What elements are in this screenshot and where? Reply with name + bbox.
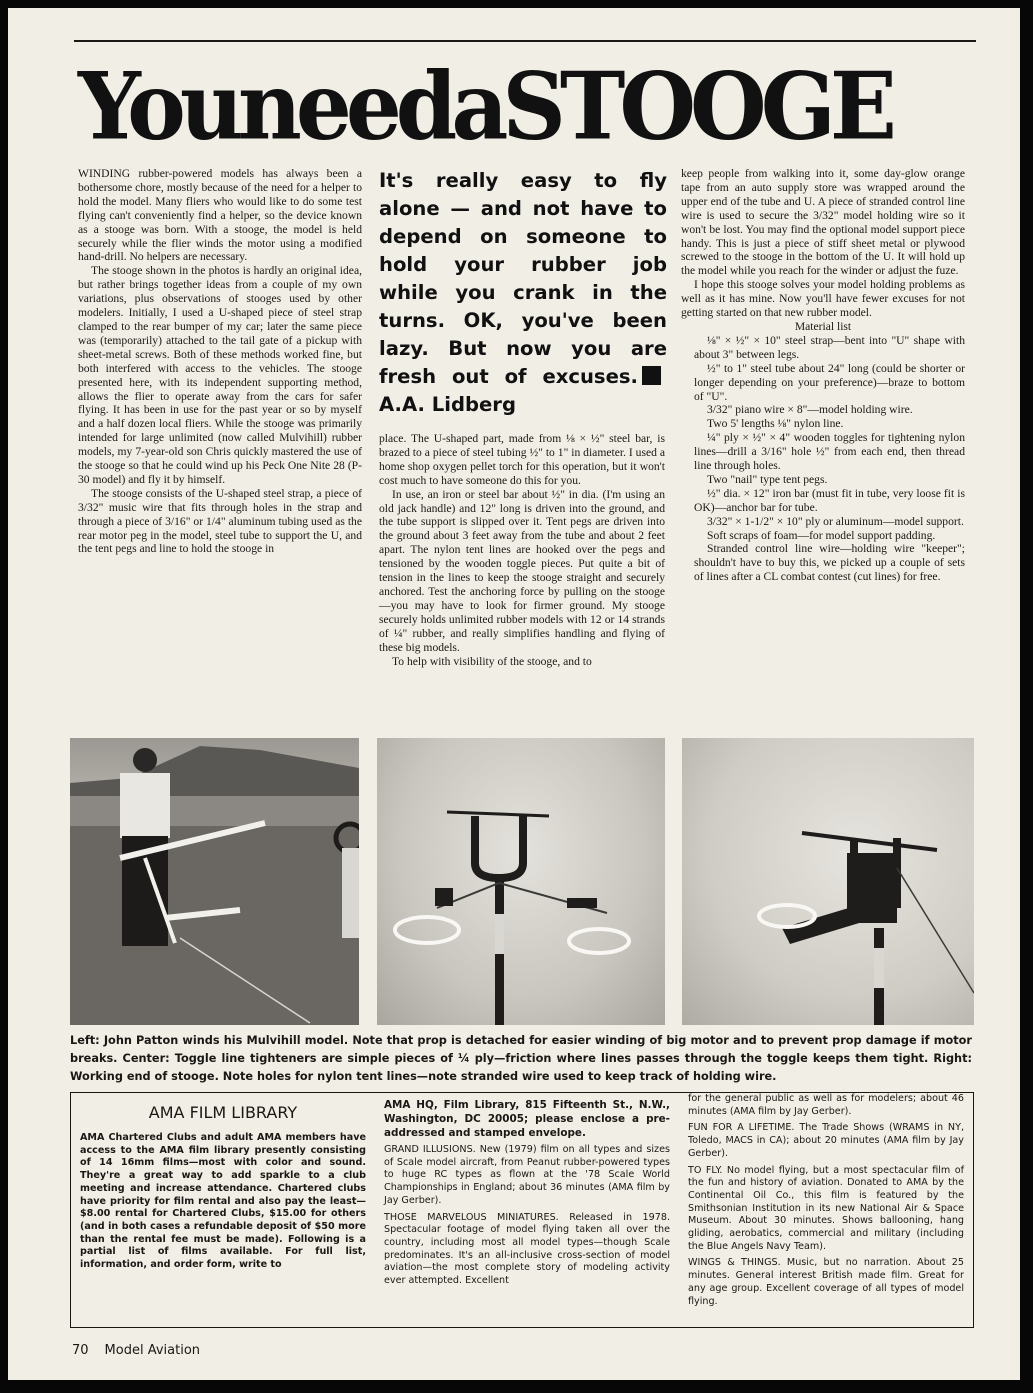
headline: YouneedaSTOOGE xyxy=(78,51,891,161)
article-paragraph: In use, an iron or steel bar about ½" in dia. (I'm using an old jack handle) and 12" long is driven into the ground, and the tube support is slipped over it. Tent pegs are driven into the ground about 3 feet away from the tube and about 2 feet apart. The nylon tent lines are hooked over the pegs and tensioned by the wooden toggle pieces. Put quite a bit of tension in the lines to keep the stooge straight and securely anchored. Test the anchoring force by pulling on the stooge—you may have to look for firmer ground. My stooge securely holds unlimited rubber models with 12 or 14 strands of ¼" rubber, and really simplifies handling and flying of these big models. xyxy=(379,487,665,654)
photo-flier-winding-model xyxy=(70,738,359,1025)
article-paragraph: The stooge shown in the photos is hardly an original idea, but rather brings together ideas from a couple of my own variations, plus observations of stooges used by other modelers. Initially, I used a U-shaped piece of steel strap clamped to the rear bumper of my car; later the same piece was (temporarily) attached to the tail gate of a pickup with sheet-metal screws. Both of these methods worked fine, but both interfered with access to the vehicles. The stooge presented here, with its independent supporting method, allows the flier to operate away from the cars for safer flying. It has been in use for the past year or so by myself and a half dozen local fliers. While the stooge was primarily intended for large unlimited (now called Mulvihill) rubber models, my 7-year-old son Chris quickly mastered the use of the stooge so that he could wind up his Peck One Nite 28 (P-30 model) and fly it by himself. xyxy=(78,264,362,486)
photo-stooge-working-end xyxy=(682,738,974,1025)
top-rule xyxy=(74,40,976,42)
material-item: ⅛" × ½" × 10" steel strap—bent into "U" shape with about 3" between legs. xyxy=(694,333,965,361)
photo-stooge-illustration xyxy=(377,738,665,1025)
material-list-title: Material list xyxy=(794,319,852,333)
article-paragraph: To help with visibility of the stooge, and to xyxy=(392,654,592,668)
photo-flier-illustration xyxy=(70,738,359,1025)
film-library-column-3 xyxy=(688,1093,964,1312)
article-paragraph: I hope this stooge solves your model holding problems as well as it has mine. Now you'll have fewer excuses for not getting started on that new rubber model. xyxy=(681,278,965,320)
article-column-3 xyxy=(681,167,965,584)
magazine-name: Model Aviation xyxy=(104,1343,201,1358)
article-paragraph: place. The U-shaped part, made from ⅛ × ½" steel bar, is brazed to a piece of steel tubing ½" to 1" in diameter. I used a home shop oxygen pellet torch for this operation, but it won't cost much to have someone do this for you. xyxy=(379,432,665,487)
material-item: Two "nail" type tent pegs. xyxy=(707,472,828,486)
film-entry: GRAND ILLUSIONS. New (1979) film on all types and sizes of Scale model aircraft, from Peanut rubber-powered types to huge RC types as flown at the '78 Scale World Championships in England; about 36 minutes (AMA film by Jay Gerber). xyxy=(384,1144,670,1206)
deck-text xyxy=(379,167,667,419)
film-library-address: AMA HQ, Film Library, 815 Fifteenth St., N.W., Washington, DC 20005; please enclose a pre-addressed and stamped envelope. xyxy=(384,1099,670,1139)
article-paragraph: keep people from walking into it, some day-glow orange tape from an auto supply store was wrapped around the upper end of the tube and U. A piece of stranded control line wire is used to secure the 3/32" model holding wire so it won't be lost. You may find the optional model support piece handy. This is just a piece of stiff sheet metal or plywood screwed to the stooge in the bottom of the U. It will hold up the model while you reach for the winder or adjust the fuze. xyxy=(681,167,965,278)
film-library-intro: AMA Chartered Clubs and adult AMA members have access to the AMA film library presently consisting of 14 16mm films—most with color and sound. They're a great way to add sparkle to a club meeting and increase attendance. Chartered clubs have priority for film rental and also pay the least—$8.00 rental for Chartered Clubs, $15.00 for others (and in both cases a refundable deposit of $50 more than the rental fee must be made). Following is a partial list of films available. For full list, information, and order form, write to xyxy=(80,1132,366,1271)
photo-stooge-end-illustration xyxy=(682,738,974,1025)
square-bullet-icon xyxy=(642,366,661,385)
material-item: ¼" ply × ½" × 4" wooden toggles for tightening nylon lines—drill a 3/16" hole ½" from each end, then thread line through holes. xyxy=(694,431,965,473)
film-entry: WINGS & THINGS. Music, but no narration. About 25 minutes. General interest British made film. Great for any age group. Excellent coverage of all types of model flying. xyxy=(688,1257,964,1307)
material-item: Soft scraps of foam—for model support padding. xyxy=(707,528,936,542)
photo-stooge-toggles xyxy=(377,738,665,1025)
film-library-column-2 xyxy=(384,1098,670,1292)
film-entry: TO FLY. No model flying, but a most spectacular film of the fun and history of aviation. Donated to AMA by the Continental Oil Co., this film is featured by the Smithsonian Institution in its new National Air & Space Museum. About 30 minutes. Shows ballooning, hang gliding, aerobatics, commercial and military (including the Blue Angels Navy Team). xyxy=(688,1164,964,1252)
material-item: ½" to 1" steel tube about 24" long (could be shorter or longer depending on your preference)—braze to bottom of "U". xyxy=(694,361,965,403)
photo-caption: Left: John Patton winds his Mulvihill model. Note that prop is detached for easier winding of big motor and to prevent prop damage if motor breaks. Center: Toggle line tighteners are simple pieces of ¼ ply—friction where lines passes through the toggle keeps them tight. Right: Working end of stooge. Note holes for nylon tent lines—note stranded wire used to keep track of holding wire. xyxy=(70,1034,972,1083)
film-entry: FUN FOR A LIFETIME. The Trade Shows (WRAMS in NY, Toledo, MACS in CA); about 20 minutes (AMA film by Jay Gerber). xyxy=(688,1122,964,1159)
article-paragraph: WINDING rubber-powered models has always been a bothersome chore, mostly because of the need for a helper to hold the model. Many fliers who would like to do some test flying can't conveniently find a helper, so the device known as a stooge was born. With a stooge, the model is held securely while the flier winds the motor using a modified hand-drill. No helpers are necessary. xyxy=(78,167,362,264)
page-footer xyxy=(72,1343,216,1358)
magazine-page xyxy=(8,8,1020,1380)
film-entry: for the general public as well as for modelers; about 46 minutes (AMA film by Jay Gerber). xyxy=(688,1093,964,1117)
article-column-2 xyxy=(379,432,665,668)
article-paragraph: The stooge consists of the U-shaped steel strap, a piece of 3/32" music wire that fits through holes in the strap and through a piece of 3/16" or 1/4" aluminum tubing used as the rear motor peg in the model, steel tube to support the U, and the tent pegs and line to hold the stooge in xyxy=(78,486,362,556)
material-item: 3/32" piano wire × 8"—model holding wire. xyxy=(707,403,913,417)
byline: A.A. Lidberg xyxy=(379,393,516,416)
film-entry: THOSE MARVELOUS MINIATURES. Released in 1978. Spectacular footage of model flying taken all over the country, including most all model types—though Scale predominates. It's an all-inclusive cross-section of model aviation—the most complete story of modeling activity ever attempted. Excellent xyxy=(384,1211,670,1287)
material-item: Stranded control line wire—holding wire "keeper"; shouldn't have to buy this, we picked up a couple of sets of lines after a CL combat contest (cut lines) for free. xyxy=(694,542,965,584)
film-library-title: AMA FILM LIBRARY xyxy=(148,1103,298,1122)
material-item: Two 5' lengths ⅛" nylon line. xyxy=(707,417,844,431)
article-column-1 xyxy=(78,167,362,556)
material-item: ½" dia. × 12" iron bar (must fit in tube, very loose fit is OK)—anchor bar for tube. xyxy=(694,486,965,514)
page-number: 70 xyxy=(72,1343,89,1358)
film-library-column-1 xyxy=(80,1132,366,1276)
material-item: 3/32" × 1-1/2" × 10" ply or aluminum—model support. xyxy=(707,514,964,528)
deck-copy: It's really easy to fly alone — and not have to depend on someone to hold your rubber job while you crank in the turns. OK, you've been lazy. But now you are fresh out of excuses. xyxy=(379,169,667,388)
